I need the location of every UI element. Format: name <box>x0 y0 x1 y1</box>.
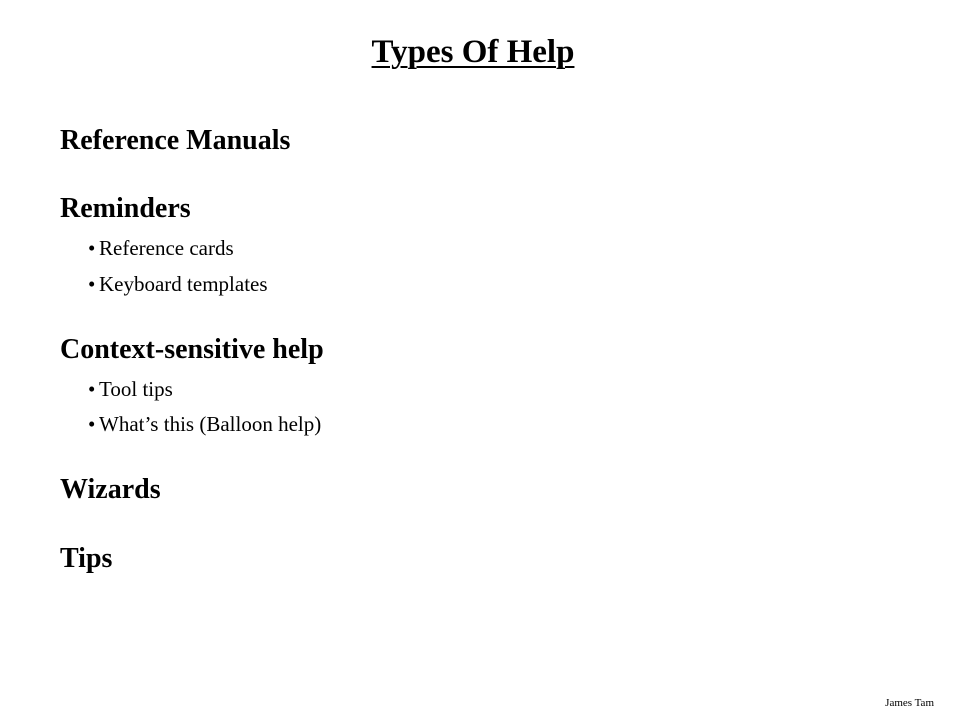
list-item-tool-tips <box>88 376 173 402</box>
slide-title <box>0 32 946 72</box>
heading-tips: Tips <box>60 543 113 574</box>
heading-reminders: Reminders <box>60 193 191 224</box>
list-item-label: Tool tips <box>99 377 173 401</box>
bullet-icon: • <box>88 412 96 436</box>
bullet-icon: • <box>88 236 96 260</box>
list-item-label: Reference cards <box>99 236 234 260</box>
list-item-whats-this <box>88 411 321 437</box>
slide-title-text: Types Of Help <box>371 34 575 70</box>
list-item-label: Keyboard templates <box>99 272 268 296</box>
bullet-icon: • <box>88 272 96 296</box>
footer-author: James Tam <box>885 697 934 709</box>
list-item-reference-cards <box>88 235 234 261</box>
bullet-icon: • <box>88 377 96 401</box>
heading-wizards: Wizards <box>60 474 161 505</box>
heading-context-sensitive-help: Context-sensitive help <box>60 334 324 365</box>
heading-reference-manuals: Reference Manuals <box>60 125 291 156</box>
list-item-keyboard-templates <box>88 271 268 297</box>
list-item-label: What’s this (Balloon help) <box>99 412 322 436</box>
